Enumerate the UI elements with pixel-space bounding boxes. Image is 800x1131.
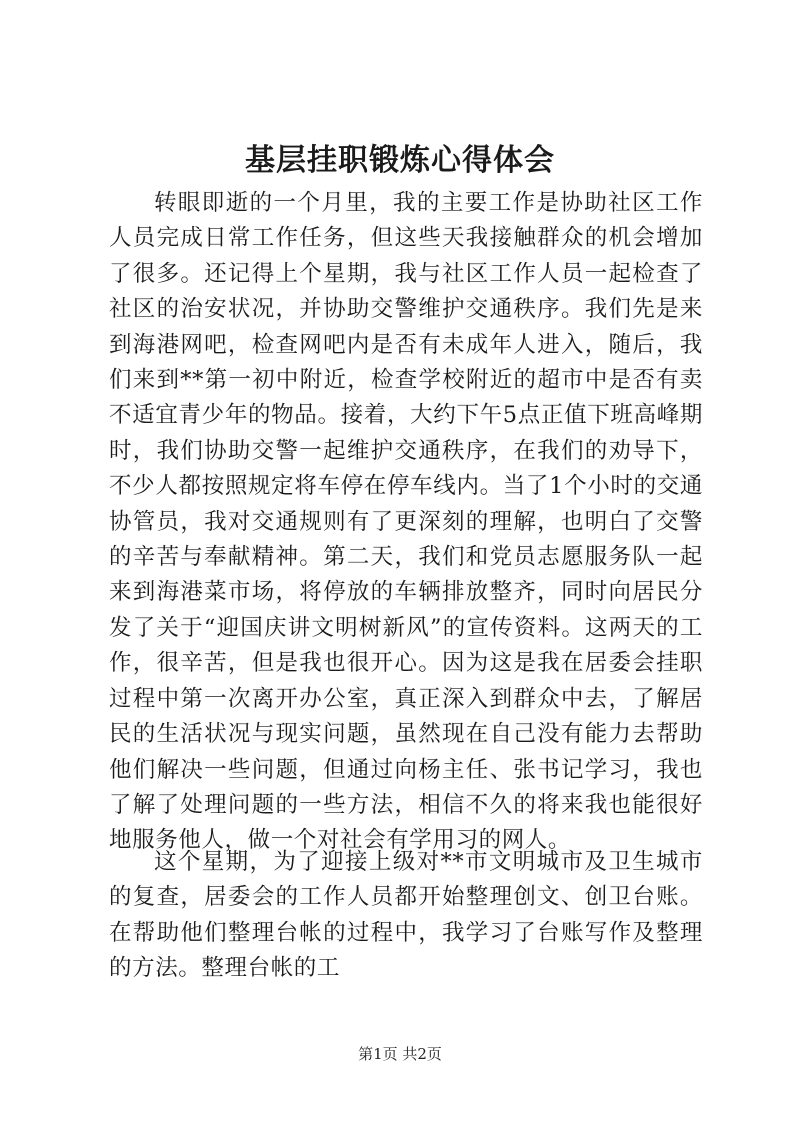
body-paragraph-block-2 (109, 845, 703, 987)
document-title: 基层挂职锻炼心得体会 (245, 143, 555, 178)
paragraph-1: 转眼即逝的一个月里，我的主要工作是协助社区工作人员完成日常工作任务，但这些天我接触群众的机会增加了很多。还记得上个星期，我与社区工作人员一起检查了社区的治安状况，并协助交警维护交通秩序。我们先是来到海港网吧，检查网吧内是否有未成年人进入，随后，我们来到**第一初中附近，检查学校附近的超市中是否有卖不适宜青少年的物品。接着，大约下午5点正值下班高峰期时，我们协助交警一起维护交通秩序，在我们的劝导下，不少人都按照规定将车停在停车线内。当了1个小时的交通协管员，我对交通规则有了更深刻的理解，也明白了交警的辛苦与奉献精神。第二天，我们和党员志愿服务队一起来到海港菜市场，将停放的车辆排放整齐，同时向居民分发了关于“迎国庆讲文明树新风”的宣传资料。这两天的工作，很辛苦，但是我也很开心。因为这是我在居委会挂职过程中第一次离开办公室，真正深入到群众中去，了解居民的生活状况与现实问题，虽然现在自己没有能力去帮助他们解决一些问题，但通过向杨主任、张书记学习，我也了解了处理问题的一些方法，相信不久的将来我也能很好地服务他人，做一个对社会有学用习的网人。 (109, 190, 703, 854)
page-footer: 第1页 共2页 (358, 1045, 442, 1063)
paragraph-2: 这个星期，为了迎接上级对**市文明城市及卫生城市的复查，居委会的工作人员都开始整理创文、创卫台账。在帮助他们整理台帐的过程中，我学习了台账写作及整理的方法。整理台帐的工 (109, 849, 703, 982)
body-paragraph-block-1 (109, 186, 703, 859)
